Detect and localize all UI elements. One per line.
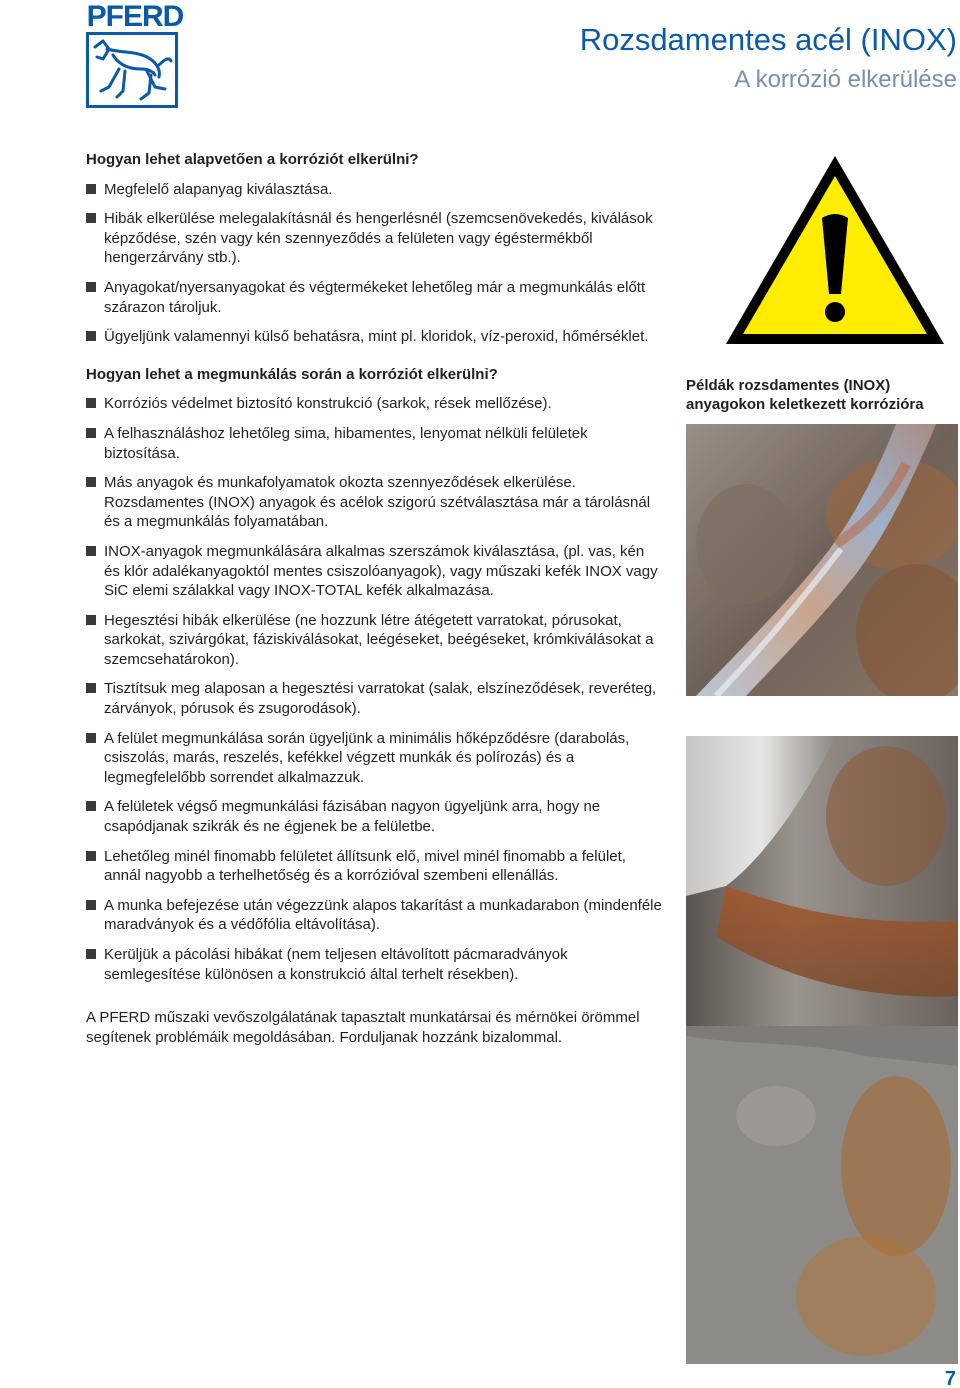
bullet-item <box>86 729 662 788</box>
pferd-logo <box>82 0 188 112</box>
page-number: 7 <box>944 1368 956 1388</box>
page-title: Rozsdamentes acél (INOX) <box>579 22 957 57</box>
logo-wordmark: PFERD <box>86 0 184 33</box>
bullet-item <box>86 847 662 886</box>
square-bullet-icon <box>86 900 96 910</box>
bullet-item <box>86 424 662 463</box>
bullet-text: A felület megmunkálása során ügyeljünk a minimális hőképződésre (darabolás, csiszolás, marás, reszelés, kefékkel végzett munkák és polírozás) és a legmegfelelőbb sorrendet alkalmazzuk. <box>104 729 630 786</box>
square-bullet-icon <box>86 428 96 438</box>
warning-triangle-icon <box>722 152 948 348</box>
bullet-text: Lehetőleg minél finomabb felületet állítsunk elő, mivel minél finomabb a felület, annál nagyobb a terhelhetőség és a korrózióval szembeni ellenállás. <box>104 847 626 885</box>
bullet-item <box>86 611 662 670</box>
square-bullet-icon <box>86 184 96 194</box>
square-bullet-icon <box>86 801 96 811</box>
main-content <box>86 150 662 1047</box>
bullet-item <box>86 180 662 200</box>
bullet-item <box>86 679 662 718</box>
photo-caption: Példák rozsdamentes (INOX) anyagokon keletkezett korrózióra <box>686 377 924 413</box>
corroded-weld-photo <box>686 424 958 696</box>
bullet-text: Kerüljük a pácolási hibákat (nem teljesen eltávolított pácmaradványok semlegesítése különösen a konstrukció által terhelt résekben). <box>104 946 568 983</box>
bullet-item <box>86 327 662 347</box>
corroded-pipe-photo <box>686 736 958 1364</box>
bullet-text: Más anyagok és munkafolyamatok okozta szennyeződések elkerülése. Rozsdamentes (INOX) anyagok és acélok szigorú szétválasztása már a tárolásnál és a megmunkálás folyamatában. <box>104 474 651 531</box>
square-bullet-icon <box>86 398 96 408</box>
bullet-text: INOX-anyagok megmunkálására alkalmas szerszámok kiválasztása, (pl. vas, kén és klór adalékanyagoktól mentes csiszolóanyagok), vagy műszaki kefék INOX vagy SiC elemi szálakkal vagy INOX-TOTAL kefék alkalmazása. <box>104 542 658 600</box>
square-bullet-icon <box>86 683 96 693</box>
bullet-item <box>86 394 662 414</box>
square-bullet-icon <box>86 949 96 959</box>
square-bullet-icon <box>86 331 96 341</box>
square-bullet-icon <box>86 733 96 743</box>
square-bullet-icon <box>86 282 96 292</box>
bullet-text: Tisztítsuk meg alaposan a hegesztési varratokat (salak, elszíneződések, reveréteg, zárványok, pórusok és zsugorodások). <box>104 680 657 718</box>
bullet-text: Korróziós védelmet biztosító konstrukció (sarkok, rések mellőzése). <box>104 395 552 413</box>
square-bullet-icon <box>86 615 96 625</box>
bullet-item <box>86 797 662 836</box>
square-bullet-icon <box>86 546 96 556</box>
bullet-text: Ügyeljünk valamennyi külső behatásra, mint pl. kloridok, víz-peroxid, hőmérséklet. <box>104 328 649 346</box>
square-bullet-icon <box>86 851 96 861</box>
bullet-text: A felületek végső megmunkálási fázisában nagyon ügyeljünk arra, hogy ne csapódjanak szikrák és ne égjenek be a felületbe. <box>104 798 601 836</box>
bullet-text: Megfelelő alapanyag kiválasztása. <box>104 180 333 198</box>
square-bullet-icon <box>86 477 96 487</box>
square-bullet-icon <box>86 213 96 223</box>
horse-emblem <box>86 32 178 108</box>
section2-heading: Hogyan lehet a megmunkálás során a korróziót elkerülni? <box>86 365 498 383</box>
bullet-text: Hibák elkerülése melegalakításnál és hengerlésnél (szemcsenövekedés, kiválások képződése, szén vagy kén szennyeződés a felületen vagy égéstermékből hengerzárvány stb.). <box>104 210 653 267</box>
bullet-item <box>86 542 662 601</box>
horse-icon <box>89 35 175 105</box>
bullet-text: Anyagokat/nyersanyagokat és végtermékeket lehetőleg már a megmunkálás előtt szárazon tároljuk. <box>104 278 646 316</box>
bullet-text: A felhasználáshoz lehetőleg sima, hibamentes, lenyomat nélküli felületek biztosítása. <box>104 424 588 462</box>
bullet-item <box>86 896 662 935</box>
section1-heading: Hogyan lehet alapvetően a korróziót elkerülni? <box>86 151 419 168</box>
bullet-text: A munka befejezése után végezzünk alapos takarítást a munkadarabon (mindenféle maradványok és a védőfólia eltávolítása). <box>104 896 662 934</box>
bullet-item <box>86 473 662 532</box>
bullet-item <box>86 945 662 984</box>
bullet-item <box>86 209 662 268</box>
page-subtitle: A korrózió elkerülése <box>734 66 957 93</box>
bullet-text: Hegesztési hibák elkerülése (ne hozzunk létre átégetett varratokat, pórusokat, sarkokat, szivárgókat, fáziskiválásokat, leégéseket, beégéseket, krómkiválásokat a szemcsehatárokon). <box>104 611 654 668</box>
bullet-item <box>86 278 662 317</box>
closing-paragraph: A PFERD műszaki vevőszolgálatának tapasztalt munkatársai és mérnökei örömmel segítenek problémáik megoldásában. Forduljanak hozzánk bizalommal. <box>86 1009 640 1046</box>
